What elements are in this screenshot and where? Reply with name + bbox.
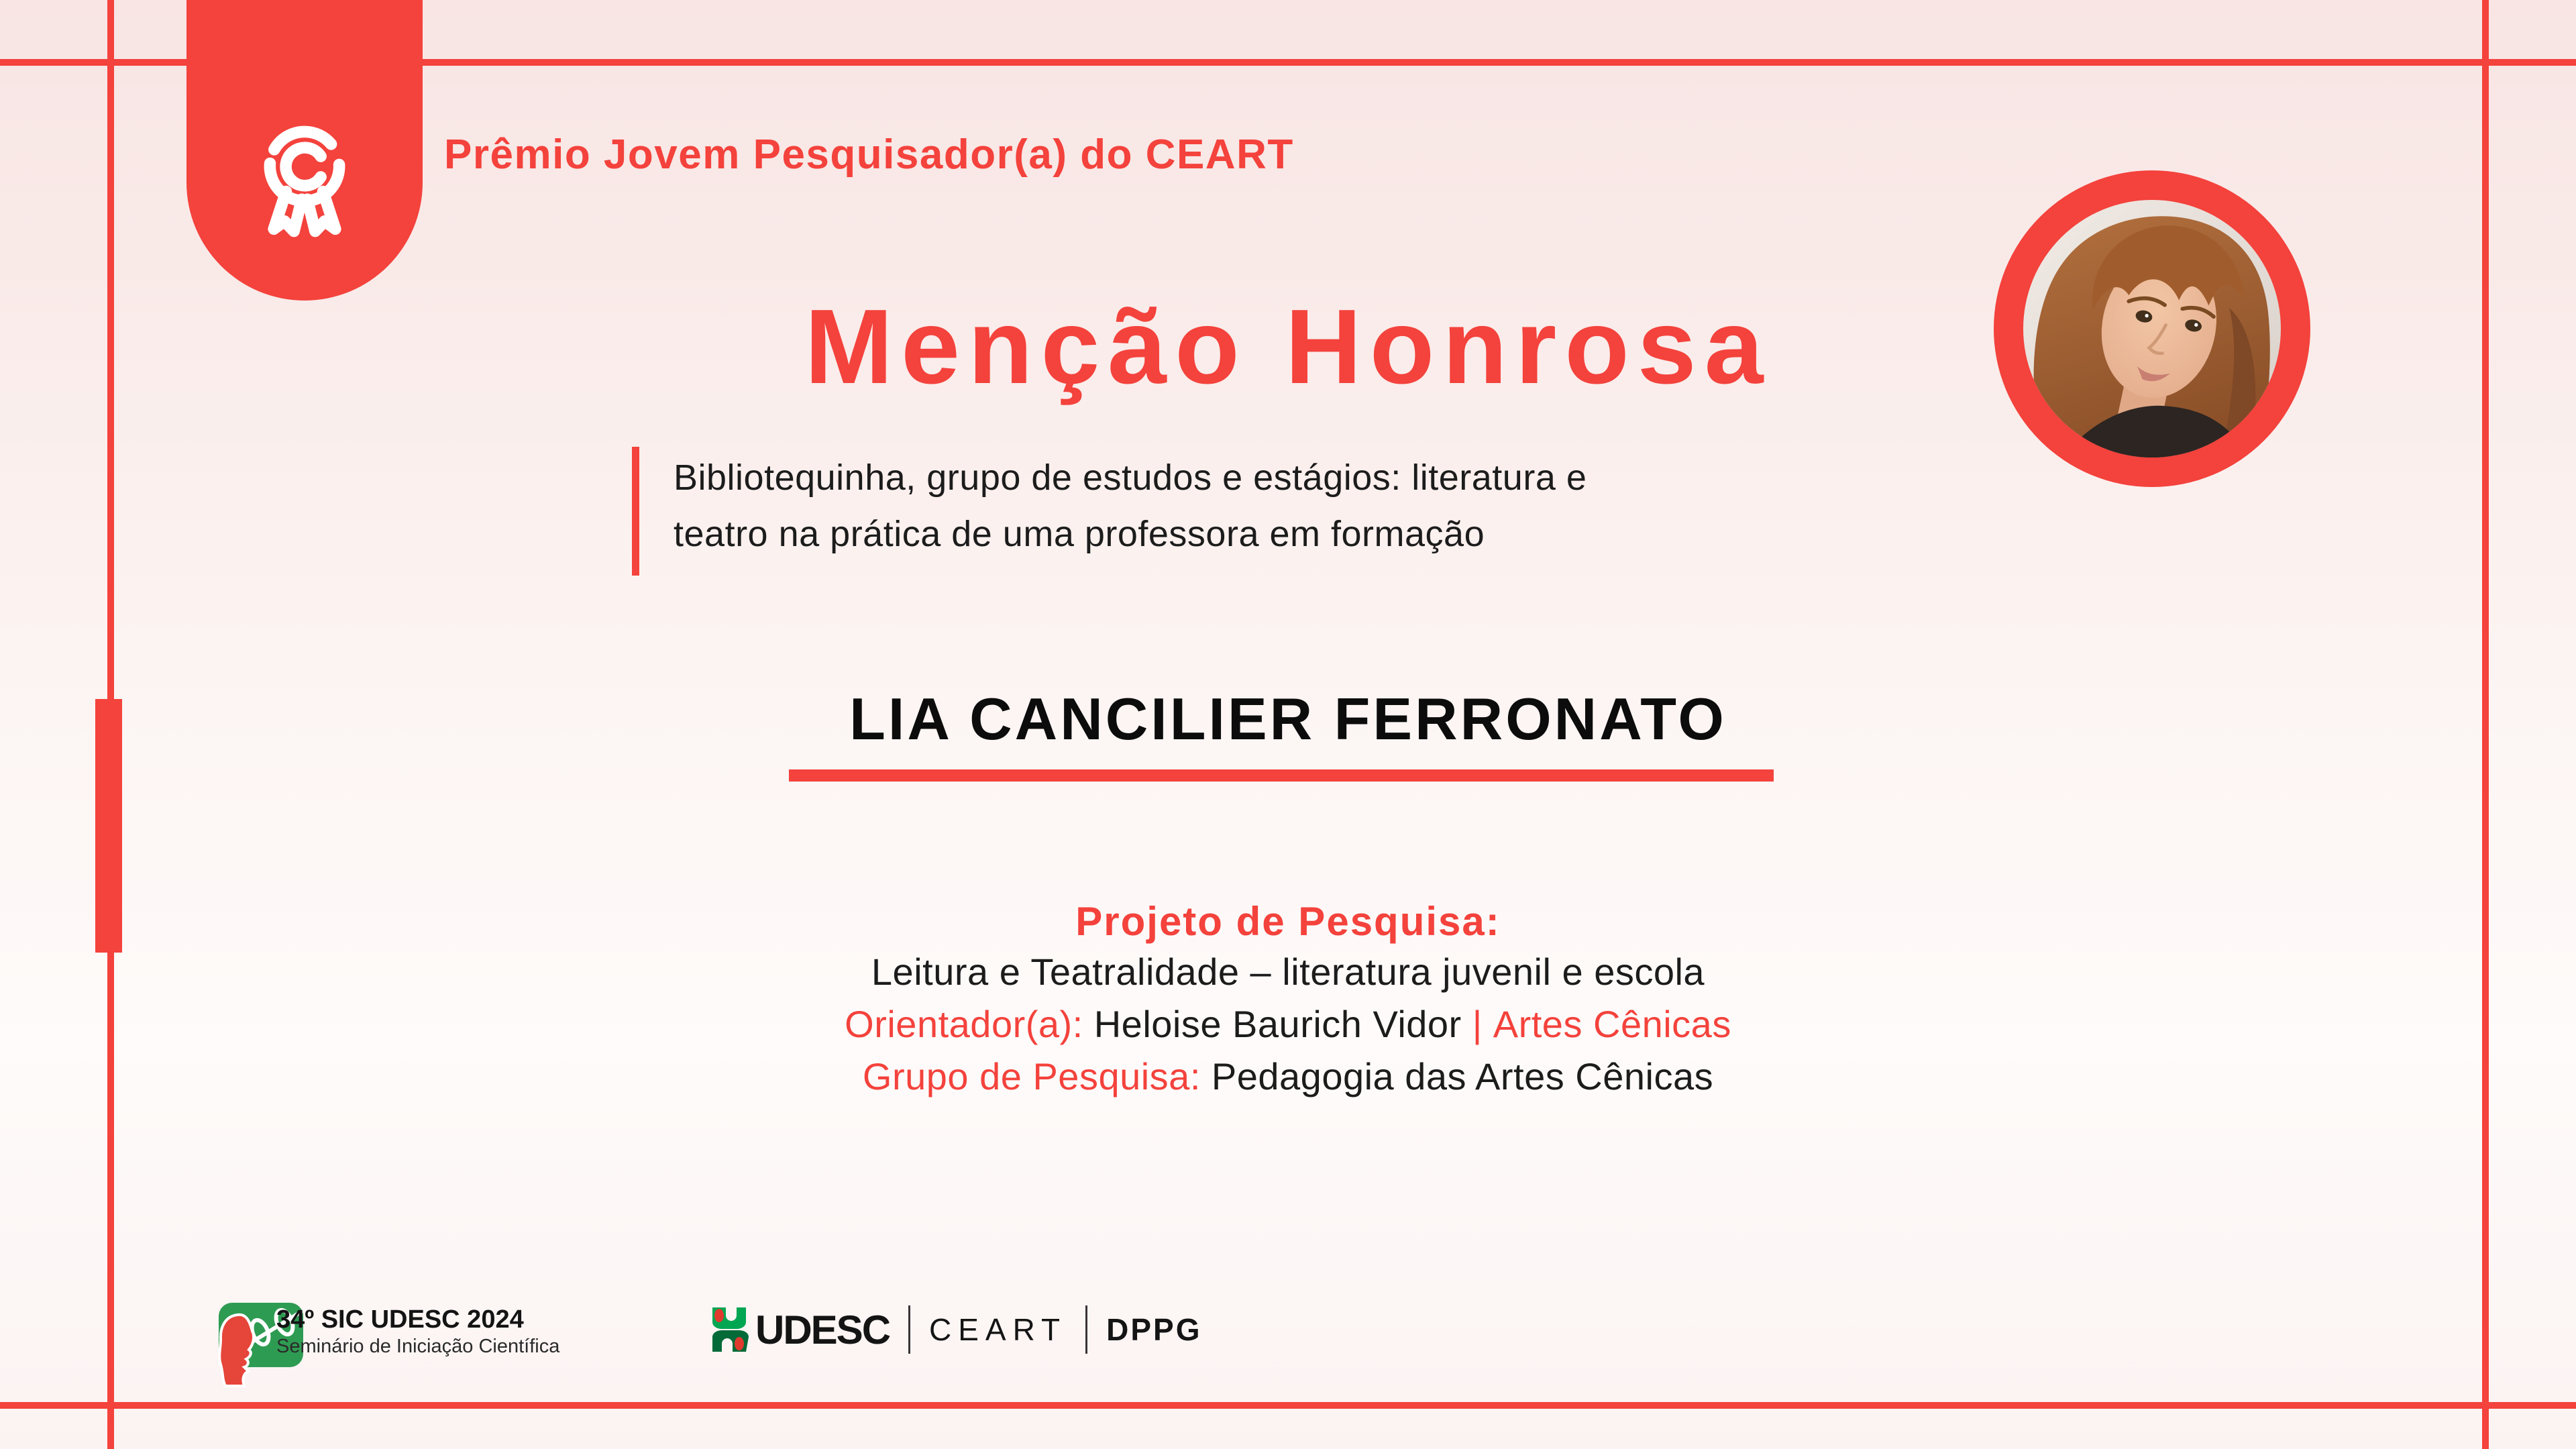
sic-subtitle: Seminário de Iniciação Científica <box>276 1336 560 1357</box>
advisor-line <box>550 998 2026 1051</box>
name-underline <box>789 769 1774 782</box>
ribbon-bookmark <box>186 0 423 301</box>
group-line <box>550 1051 2026 1103</box>
page-title: Menção Honrosa <box>804 288 1772 406</box>
sic-text-block <box>276 1304 559 1358</box>
project-label: Projeto de Pesquisa: <box>1075 899 1501 944</box>
project-details <box>550 898 2026 1103</box>
logo-divider <box>1085 1305 1087 1354</box>
advisor-area: Artes Cênicas <box>1493 1003 1731 1045</box>
logo-divider <box>908 1305 910 1354</box>
award-program-title: Prêmio Jovem Pesquisador(a) do CEART <box>444 131 1294 178</box>
work-title-line2: teatro na prática de uma professora em formação <box>674 514 1485 554</box>
advisor-label: Orientador(a): <box>845 1003 1083 1045</box>
frame-line-bottom <box>0 1402 2576 1409</box>
sic-title: 34º SIC UDESC 2024 <box>276 1305 524 1334</box>
portrait-ring <box>1994 170 2310 487</box>
quote-accent-bar <box>632 447 639 576</box>
ceart-wordmark: CEART <box>929 1312 1067 1347</box>
work-title <box>674 449 1587 562</box>
left-accent-bar <box>95 699 122 953</box>
award-medal-icon <box>237 106 372 267</box>
udesc-mark <box>710 1306 749 1353</box>
group-name: Pedagogia das Artes Cênicas <box>1211 1055 1714 1097</box>
partner-logos <box>710 1305 1201 1354</box>
project-title: Leitura e Teatralidade – literatura juvenil e escola <box>871 951 1705 993</box>
advisor-separator: | <box>1472 1003 1483 1045</box>
dppg-wordmark: DPPG <box>1106 1312 1202 1347</box>
frame-line-right <box>2482 0 2489 1449</box>
group-label: Grupo de Pesquisa: <box>862 1055 1201 1097</box>
portrait-photo <box>2023 200 2281 458</box>
work-title-line1: Bibliotequinha, grupo de estudos e estágios: literatura e <box>674 458 1587 498</box>
recipient-name: LIA CANCILIER FERRONATO <box>849 686 1727 752</box>
udesc-wordmark: UDESC <box>755 1307 890 1352</box>
advisor-name: Heloise Baurich Vidor <box>1093 1003 1462 1045</box>
portrait-illustration <box>2023 200 2281 458</box>
